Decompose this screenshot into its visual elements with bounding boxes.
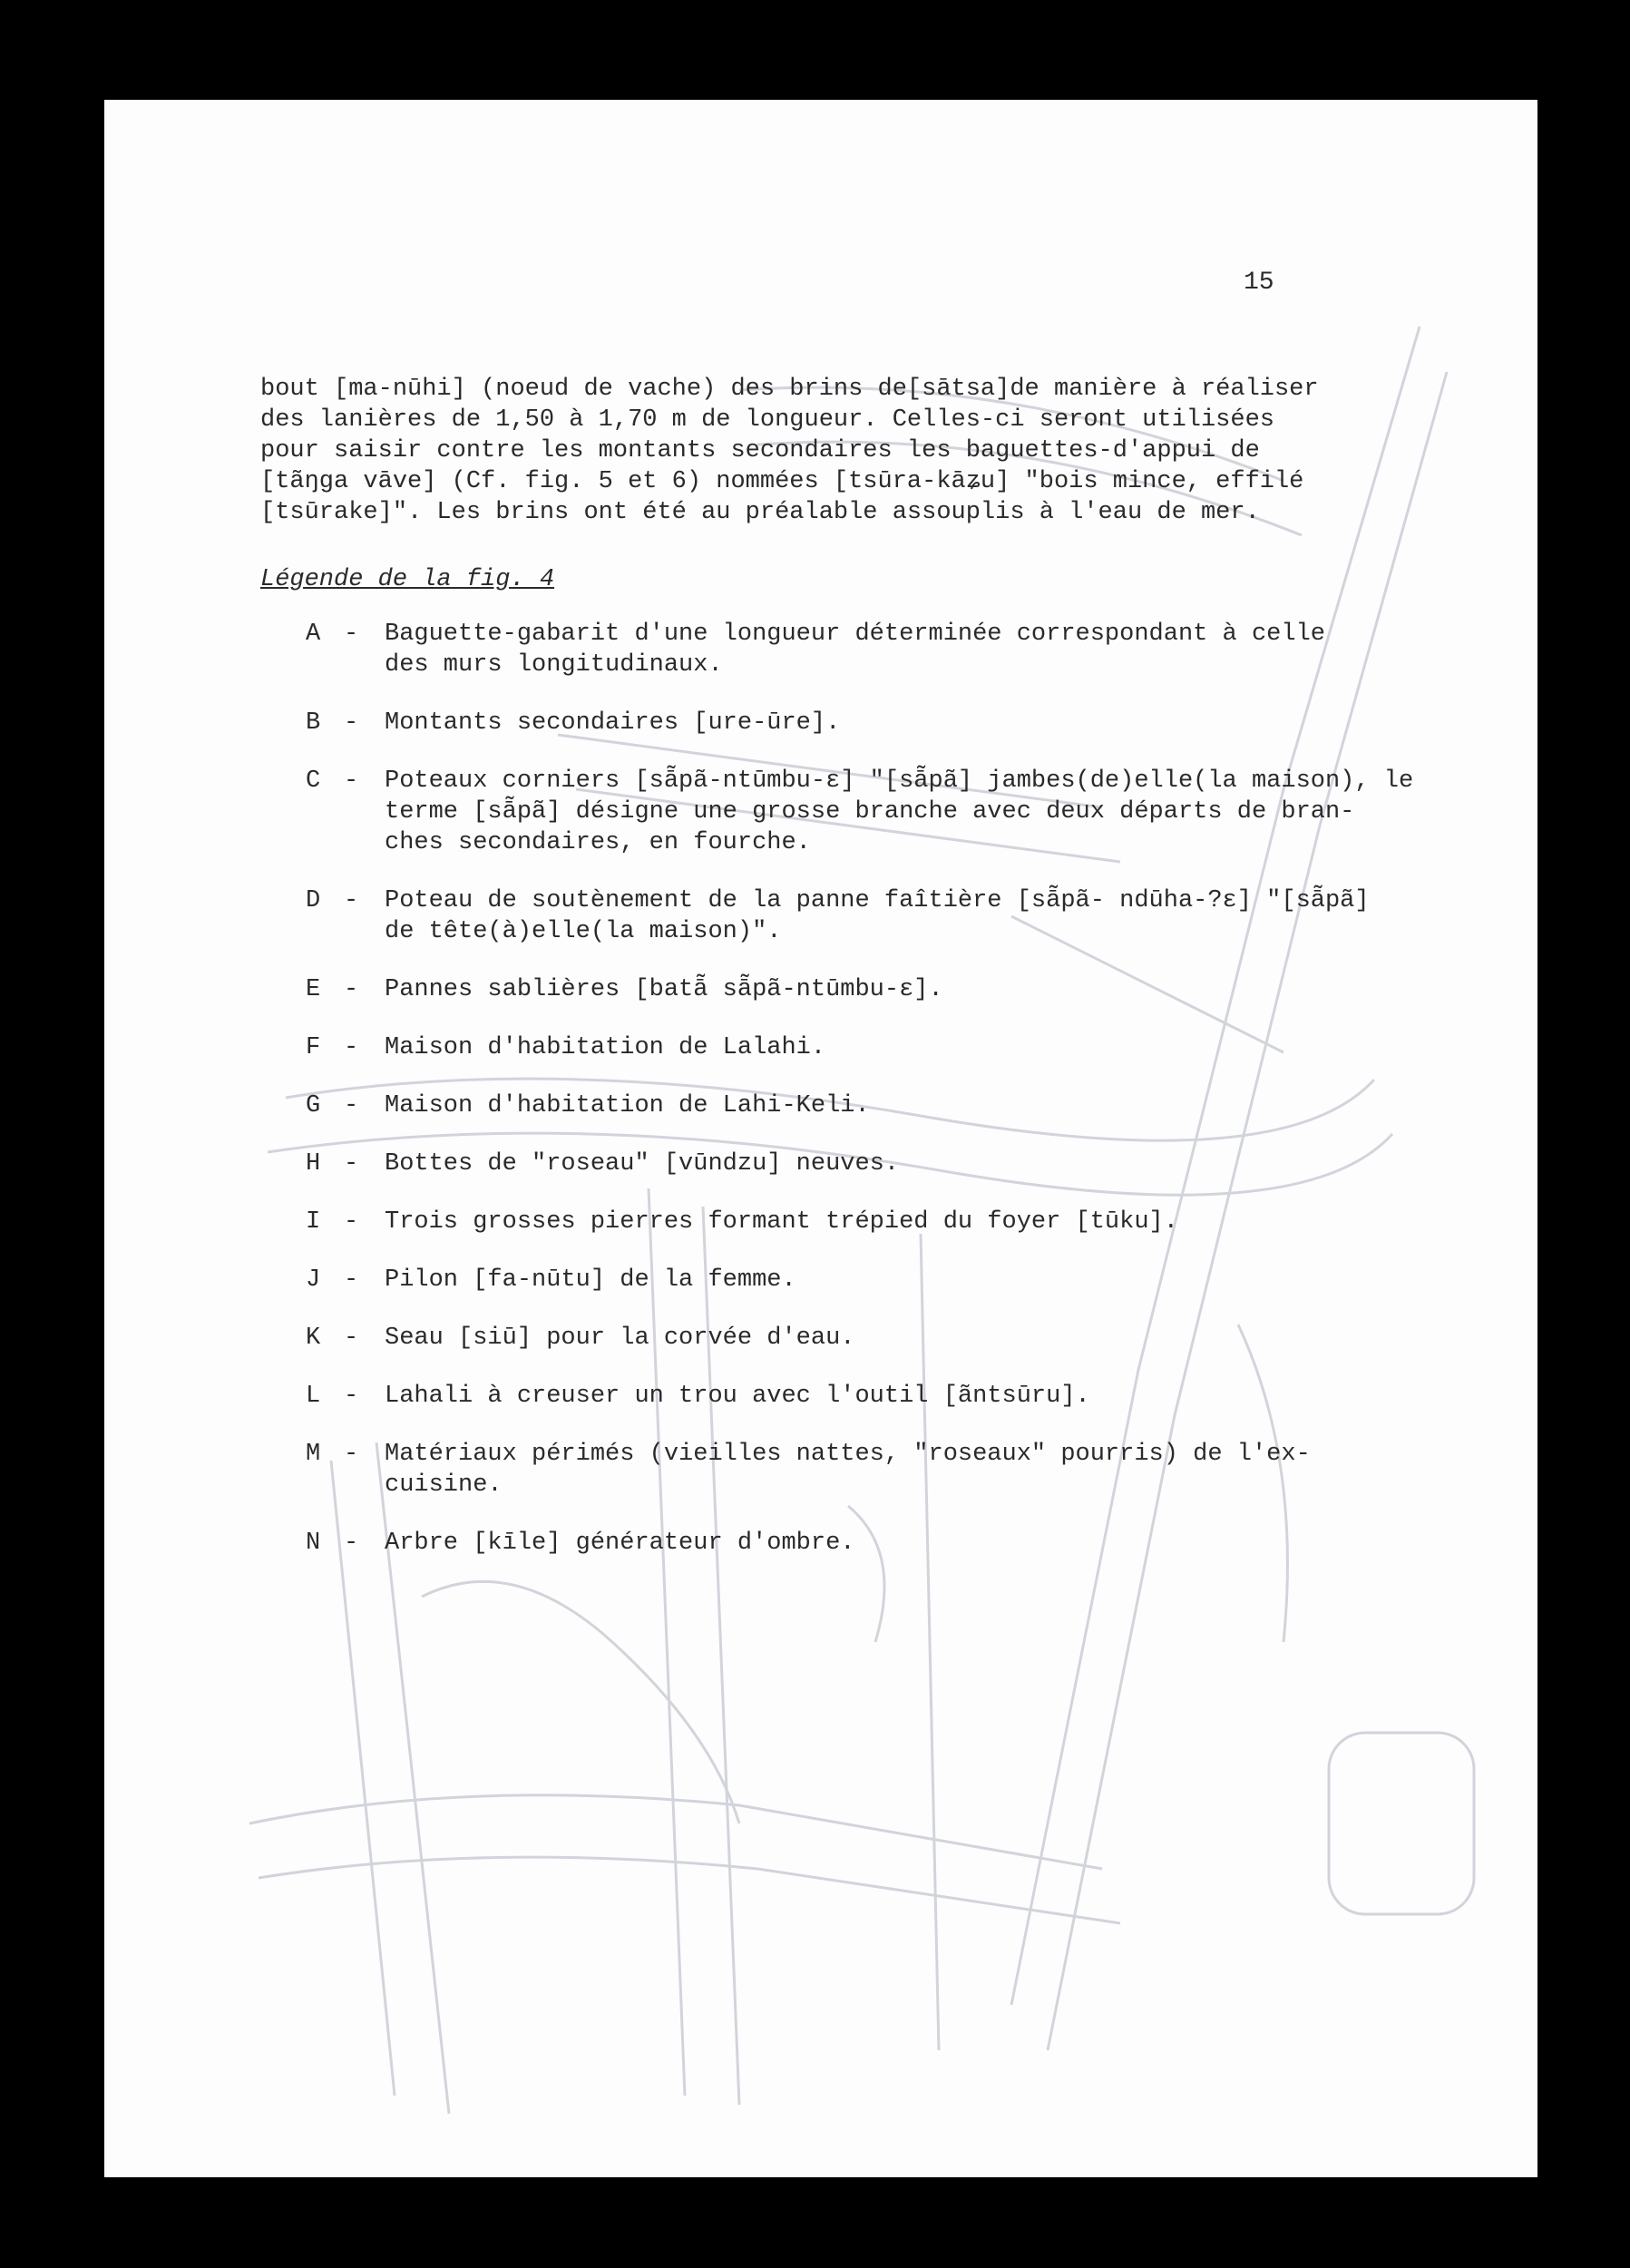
intro-line: des lanières de 1,50 à 1,70 m de longueur. Celles-ci seront utilisées <box>260 406 1274 434</box>
legend-letter: J <box>306 1266 321 1294</box>
legend-description <box>385 1149 1440 1179</box>
legend-letter: B <box>306 709 321 737</box>
legend-item-a <box>306 619 1440 680</box>
legend-line: Baguette-gabarit d'une longueur déterminée correspondant à celle <box>385 621 1325 648</box>
legend-description <box>385 1381 1440 1412</box>
legend-item-l <box>306 1381 1440 1412</box>
legend-line: Bottes de "roseau" [vūndzu] neuves. <box>385 1150 900 1178</box>
legend-line: Lahali à creuser un trou avec l'outil [ãntsūru]. <box>385 1383 1090 1410</box>
legend-letter: A <box>306 621 321 648</box>
intro-paragraph <box>260 374 1458 528</box>
intro-line: [tãŋga vāve] (Cf. fig. 5 et 6) nommées [tsūra-kāʑu] "bois mince, effilé <box>260 468 1304 495</box>
legend-line: Pannes sablières [batā̃ sā̃pã-ntūmbu-ɛ]. <box>385 976 943 1003</box>
legend-item-e <box>306 974 1440 1005</box>
page-number: 15 <box>1244 269 1274 297</box>
legend-item-d <box>306 885 1440 947</box>
legend-item-m <box>306 1439 1440 1501</box>
legend-heading: Légende de la fig. 4 <box>260 566 555 593</box>
legend-description <box>385 1090 1440 1121</box>
legend-dash: - <box>344 887 359 914</box>
legend-description <box>385 1032 1440 1063</box>
document-page <box>104 100 1537 2177</box>
legend-letter: I <box>306 1208 321 1236</box>
document-content <box>104 100 1537 2177</box>
legend-item-k <box>306 1323 1440 1354</box>
legend-description <box>385 766 1440 858</box>
legend-line: de tête(à)elle(la maison)". <box>385 918 782 945</box>
legend-letter: K <box>306 1325 321 1352</box>
legend-letter: H <box>306 1150 321 1178</box>
legend-dash: - <box>344 1325 359 1352</box>
legend-description <box>385 885 1440 947</box>
legend-dash: - <box>344 1150 359 1178</box>
legend-line: terme [sā̃pã] désigne une grosse branche avec deux départs de bran- <box>385 798 1355 826</box>
legend-line: cuisine. <box>385 1471 503 1499</box>
legend-line: Maison d'habitation de Lalahi. <box>385 1034 826 1061</box>
legend-letter: N <box>306 1530 321 1557</box>
legend-dash: - <box>344 1208 359 1236</box>
legend-item-b <box>306 708 1440 738</box>
legend-line: ches secondaires, en fourche. <box>385 829 811 856</box>
legend-line: Trois grosses pierres formant trépied du foyer [tūku]. <box>385 1208 1178 1236</box>
legend-line: Poteau de soutènement de la panne faîtière [sā̃pã- ndūha-?ɛ] "[sā̃pã] <box>385 887 1370 914</box>
legend-dash: - <box>344 1266 359 1294</box>
legend-dash: - <box>344 621 359 648</box>
legend-description <box>385 1439 1440 1501</box>
legend-item-n <box>306 1528 1440 1559</box>
legend-description <box>385 708 1440 738</box>
legend-line: Maison d'habitation de Lahi-Keli. <box>385 1092 870 1119</box>
legend-dash: - <box>344 1530 359 1557</box>
legend-description <box>385 1207 1440 1237</box>
legend-line: Poteaux corniers [sā̃pã-ntūmbu-ɛ] "[sā̃pã] jambes(de)elle(la maison), le <box>385 767 1414 795</box>
legend-item-h <box>306 1149 1440 1179</box>
legend-list <box>306 619 1440 1586</box>
legend-line: Arbre [kīle] générateur d'ombre. <box>385 1530 855 1557</box>
legend-letter: F <box>306 1034 321 1061</box>
legend-description <box>385 974 1440 1005</box>
legend-description <box>385 1528 1440 1559</box>
legend-description <box>385 1265 1440 1295</box>
legend-dash: - <box>344 1092 359 1119</box>
intro-line: bout [ma-nūhi] (noeud de vache) des brins de[sātsa]de manière à réaliser <box>260 376 1319 403</box>
legend-item-f <box>306 1032 1440 1063</box>
legend-letter: G <box>306 1092 321 1119</box>
legend-dash: - <box>344 976 359 1003</box>
legend-letter: D <box>306 887 321 914</box>
legend-item-j <box>306 1265 1440 1295</box>
legend-line: des murs longitudinaux. <box>385 651 723 679</box>
legend-line: Matériaux périmés (vieilles nattes, "roseaux" pourris) de l'ex- <box>385 1441 1311 1468</box>
legend-dash: - <box>344 1034 359 1061</box>
legend-item-c <box>306 766 1440 858</box>
legend-description <box>385 619 1440 680</box>
legend-letter: C <box>306 767 321 795</box>
legend-dash: - <box>344 767 359 795</box>
legend-letter: L <box>306 1383 321 1410</box>
legend-dash: - <box>344 1383 359 1410</box>
legend-item-g <box>306 1090 1440 1121</box>
legend-description <box>385 1323 1440 1354</box>
legend-item-i <box>306 1207 1440 1237</box>
intro-line: [tsūrake]". Les brins ont été au préalable assouplis à l'eau de mer. <box>260 499 1260 526</box>
intro-line: pour saisir contre les montants secondaires les baguettes-d'appui de <box>260 437 1260 464</box>
legend-line: Pilon [fa-nūtu] de la femme. <box>385 1266 796 1294</box>
legend-dash: - <box>344 1441 359 1468</box>
legend-line: Seau [siū] pour la corvée d'eau. <box>385 1325 855 1352</box>
legend-line: Montants secondaires [ure-ūre]. <box>385 709 841 737</box>
legend-letter: E <box>306 976 321 1003</box>
legend-letter: M <box>306 1441 321 1468</box>
legend-dash: - <box>344 709 359 737</box>
